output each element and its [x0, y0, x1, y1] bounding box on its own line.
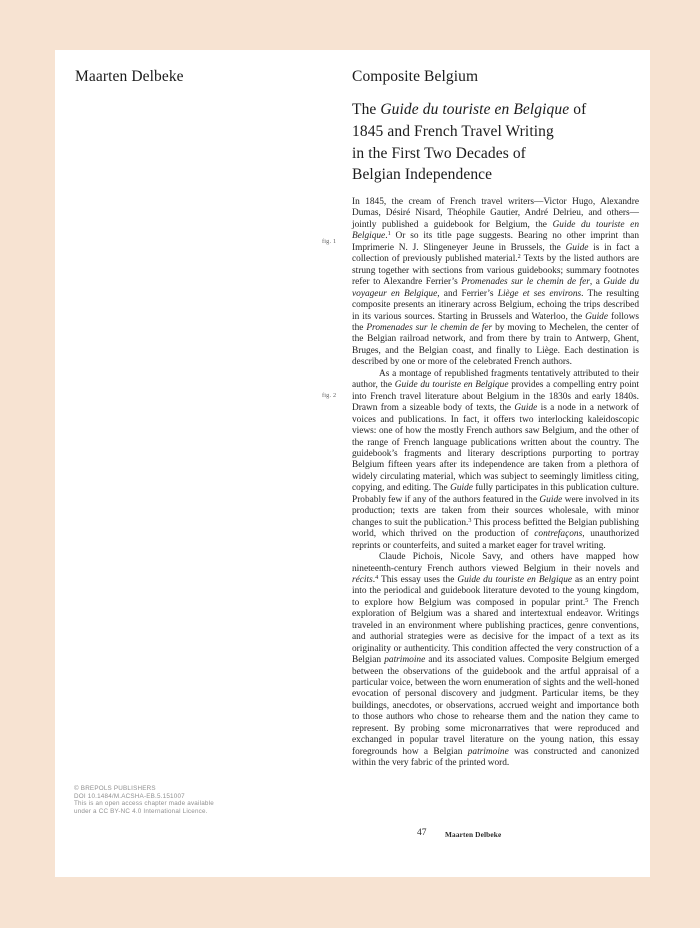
imprint-line-1: © BREPOLS PUBLISHERS [74, 785, 156, 792]
margin-note-fig2: fig. 2 [322, 392, 337, 399]
running-head-author: Maarten Delbeke [445, 829, 502, 839]
chapter-subtitle: The Guide du touriste en Belgique of 1845 and French Travel Writing in the First Two Decades of Belgian Independence [352, 101, 587, 184]
imprint-line-3: This is an open access chapter made available [74, 800, 214, 808]
imprint-line-4: under a CC BY-NC 4.0 International Licence. [74, 807, 208, 815]
page-footer [55, 828, 650, 842]
body-text-column [352, 197, 639, 770]
chapter-title: Composite Belgium [352, 68, 479, 85]
book-page [55, 50, 650, 877]
margin-note-fig1: fig. 1 [322, 238, 337, 245]
paragraph-1: In 1845, the cream of French travel writers—Victor Hugo, Alexandre Dumas, Désiré Nisard, Théophile Gautier, André Delrieu, and others—jointly published a guidebook for Belgium, the Guide du touriste en Belgique.$^1$ Or so its title page suggests. Bearing no other imprint than Imprimerie N. J. Slingeneyer Jeune in Brussels, the Guide is in fact a collection of previously published material.$^2$ Texts by the listed authors are strung together with sections from various guidebooks; summary footnotes refer to Alexandre Ferrier’s Promenades sur le chemin de fer, a Guide du voyageur en Belgique, and Ferrier’s Liège et ses environs. The resulting composite presents an itinerary across Belgium, echoing the trips described in its various sources. Starting in Brussels and Waterloo, the Guide follows the Promenades sur le chemin de fer by moving to Mechelen, the center of the Belgian railroad network, and from there by train to Antwerp, Ghent, Bruges, and the Belgian coast, and finally to Liège. Each destination is described by one or more of the celebrated French authors. [352, 197, 640, 368]
paragraph-2: As a montage of republished fragments tentatively attributed to their author, the Guide du touriste en Belgique provides a compelling entry point into French travel literature about Belgium in the 1830s and early 1840s. Drawn from a sizeable body of texts, the Guide is a node in a network of voices and publications. In fact, it offers two interlocking kaleidoscopic views: one of how the mostly French authors saw Belgium, and the other of the range of French language publications written about the country. The guidebook’s fragments and literary descriptions purporting to portray Belgium fifteen years after its independence are taken from a plethora of widely circulating material, which was subject to seemingly limitless citing, copying, and editing. The Guide fully participates in this publication culture. Probably few if any of the authors featured in the Guide were involved in its production; texts are taken from their sources wholesale, with minor changes to suit the publication.$^3$ This process befitted the Belgian publishing world, which thrived on the production of contrefaçons, unauthorized reprints or counterfeits, and suited a market eager for travel writing. [352, 368, 640, 551]
publisher-imprint [74, 785, 304, 815]
imprint-line-2: DOI 10.1484/M.ACSHA-EB.5.151007 [74, 792, 185, 800]
page-number: 47 [417, 828, 427, 838]
paragraph-3: Claude Pichois, Nicole Savy, and others have mapped how nineteenth-century French authors viewed Belgium in their novels and récits.$^4$ This essay uses the Guide du touriste en Belgique as an entry point into the periodical and guidebook literature devoted to the young kingdom, to explore how Belgium was composed in popular print.$^5$ The French exploration of Belgium was a shared and intertextual endeavor. Writings traveled in an environment where publishing practices, genre conventions, and authorial strategies were as decisive for the impact of a text as its originality or authenticity. This condition affected the very construction of a Belgian patrimoine and its associated values. Composite Belgium emerged between the observations of the guidebook and the artful appraisal of a particular voice, between the worn enumeration of sights and the well-honed evocation of personal discovery and judgment. Particular items, be they buildings, anecdotes, or observations, accrued weight and importance both to those authors who chose to rehearse them and the nation they came to represent. By probing some micronarratives that were reproduced and exchanged in popular travel literature on the young nation, this essay foregrounds how a Belgian patrimoine was constructed and canonized within the very fabric of the printed word. [352, 552, 640, 769]
chapter-author: Maarten Delbeke [75, 68, 184, 85]
